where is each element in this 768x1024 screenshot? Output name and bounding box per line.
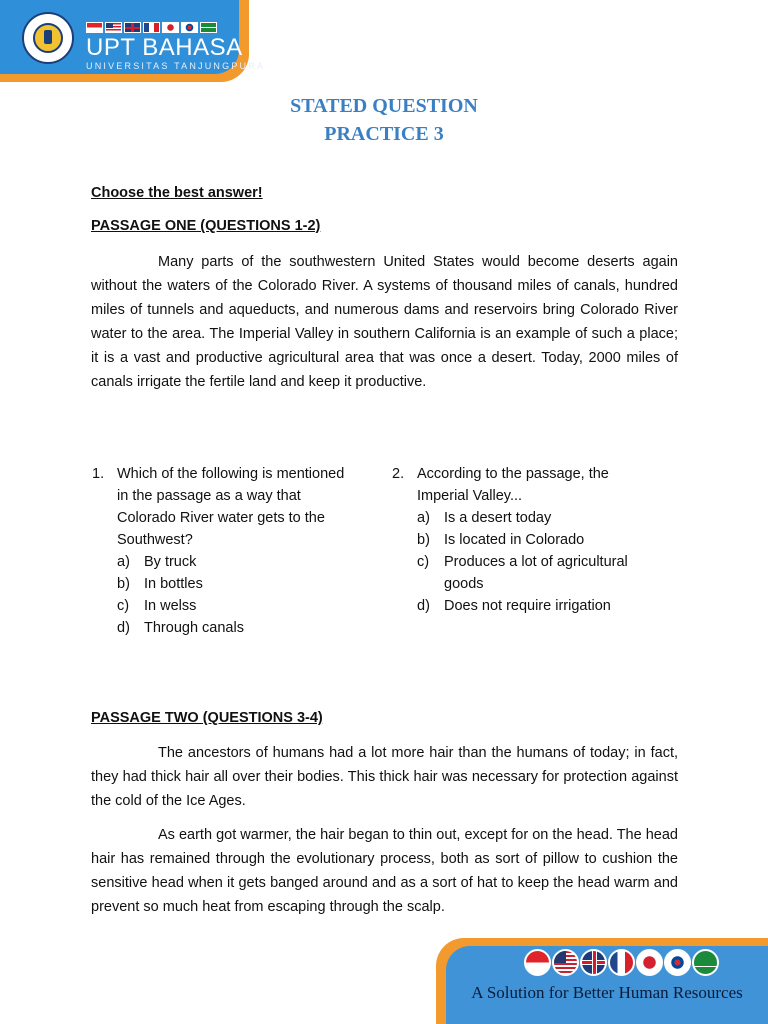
saudi-flag-icon — [200, 22, 217, 33]
passage-one-text: Many parts of the southwestern United States would become deserts again without the waters of the Colorado River. A systems of thousand miles of canals, hundred miles of tunnels and aqueducts, and numerous dams and reservoirs bring Colorado River water to the area. The Imperial Valley in southern California is an example of such a place; it is a vast and productive agricultural area that was once a desert. Today, 2000 miles of canals irrigate the fertile land and keep it productive. — [91, 254, 678, 390]
japan-flag-icon — [636, 949, 663, 976]
header-title: UPT BAHASA — [86, 34, 243, 61]
document-title: STATED QUESTION — [290, 95, 478, 117]
answer-options — [417, 507, 649, 617]
usa-flag-icon — [105, 22, 122, 33]
answer-option[interactable]: d) Does not require irrigation — [417, 598, 611, 614]
korea-flag-icon — [181, 22, 198, 33]
question-number: 1. — [92, 466, 105, 482]
indonesia-flag-icon — [524, 949, 551, 976]
passage-two-paragraph-2: As earth got warmer, the hair began to thin out, except for on the head. The head hair has remained through the evolutionary process, both as sort of pillow to cushion the sensitive head when it gets banged around and as a sort of hat to keep the head warm and prevent so much heat from escaping through the scalp. — [91, 827, 678, 915]
header-flags — [86, 22, 217, 33]
japan-flag-icon — [162, 22, 179, 33]
passage-one-heading: PASSAGE ONE (QUESTIONS 1-2) — [91, 218, 321, 234]
answer-option[interactable]: a) Is a desert today — [417, 510, 552, 526]
passage-two-paragraph-1: The ancestors of humans had a lot more hair than the humans of today; in fact, they had thick hair all over their bodies. This thick hair was necessary for protection against the cold of the Ice Ages. — [91, 745, 678, 809]
answer-option[interactable]: c) Produces a lot of agricultural goods — [417, 554, 628, 592]
document-subtitle: PRACTICE 3 — [324, 123, 444, 145]
footer-flags — [524, 949, 719, 976]
answer-option[interactable]: d) Through canals — [117, 620, 244, 636]
uk-flag-icon — [580, 949, 607, 976]
france-flag-icon — [143, 22, 160, 33]
university-seal-icon — [22, 12, 74, 64]
footer-tagline: A Solution for Better Human Resources — [471, 983, 743, 1002]
answer-option[interactable]: b) In bottles — [117, 576, 203, 592]
answer-options — [117, 551, 244, 639]
answer-option[interactable]: a) By truck — [117, 554, 197, 570]
answer-option[interactable]: b) Is located in Colorado — [417, 532, 585, 548]
answer-option[interactable]: c) In welss — [117, 598, 197, 614]
usa-flag-icon — [552, 949, 579, 976]
instruction: Choose the best answer! — [91, 185, 263, 201]
saudi-flag-icon — [692, 949, 719, 976]
indonesia-flag-icon — [86, 22, 103, 33]
passage-two-heading: PASSAGE TWO (QUESTIONS 3-4) — [91, 710, 323, 726]
korea-flag-icon — [664, 949, 691, 976]
header-subtitle: UNIVERSITAS TANJUNGPURA — [86, 61, 266, 71]
france-flag-icon — [608, 949, 635, 976]
question-number: 2. — [392, 466, 405, 482]
question-stem: Which of the following is mentioned in the passage as a way that Colorado River water gets to the Southwest? — [117, 466, 345, 548]
question-stem: According to the passage, the Imperial Valley... — [417, 466, 609, 504]
uk-flag-icon — [124, 22, 141, 33]
